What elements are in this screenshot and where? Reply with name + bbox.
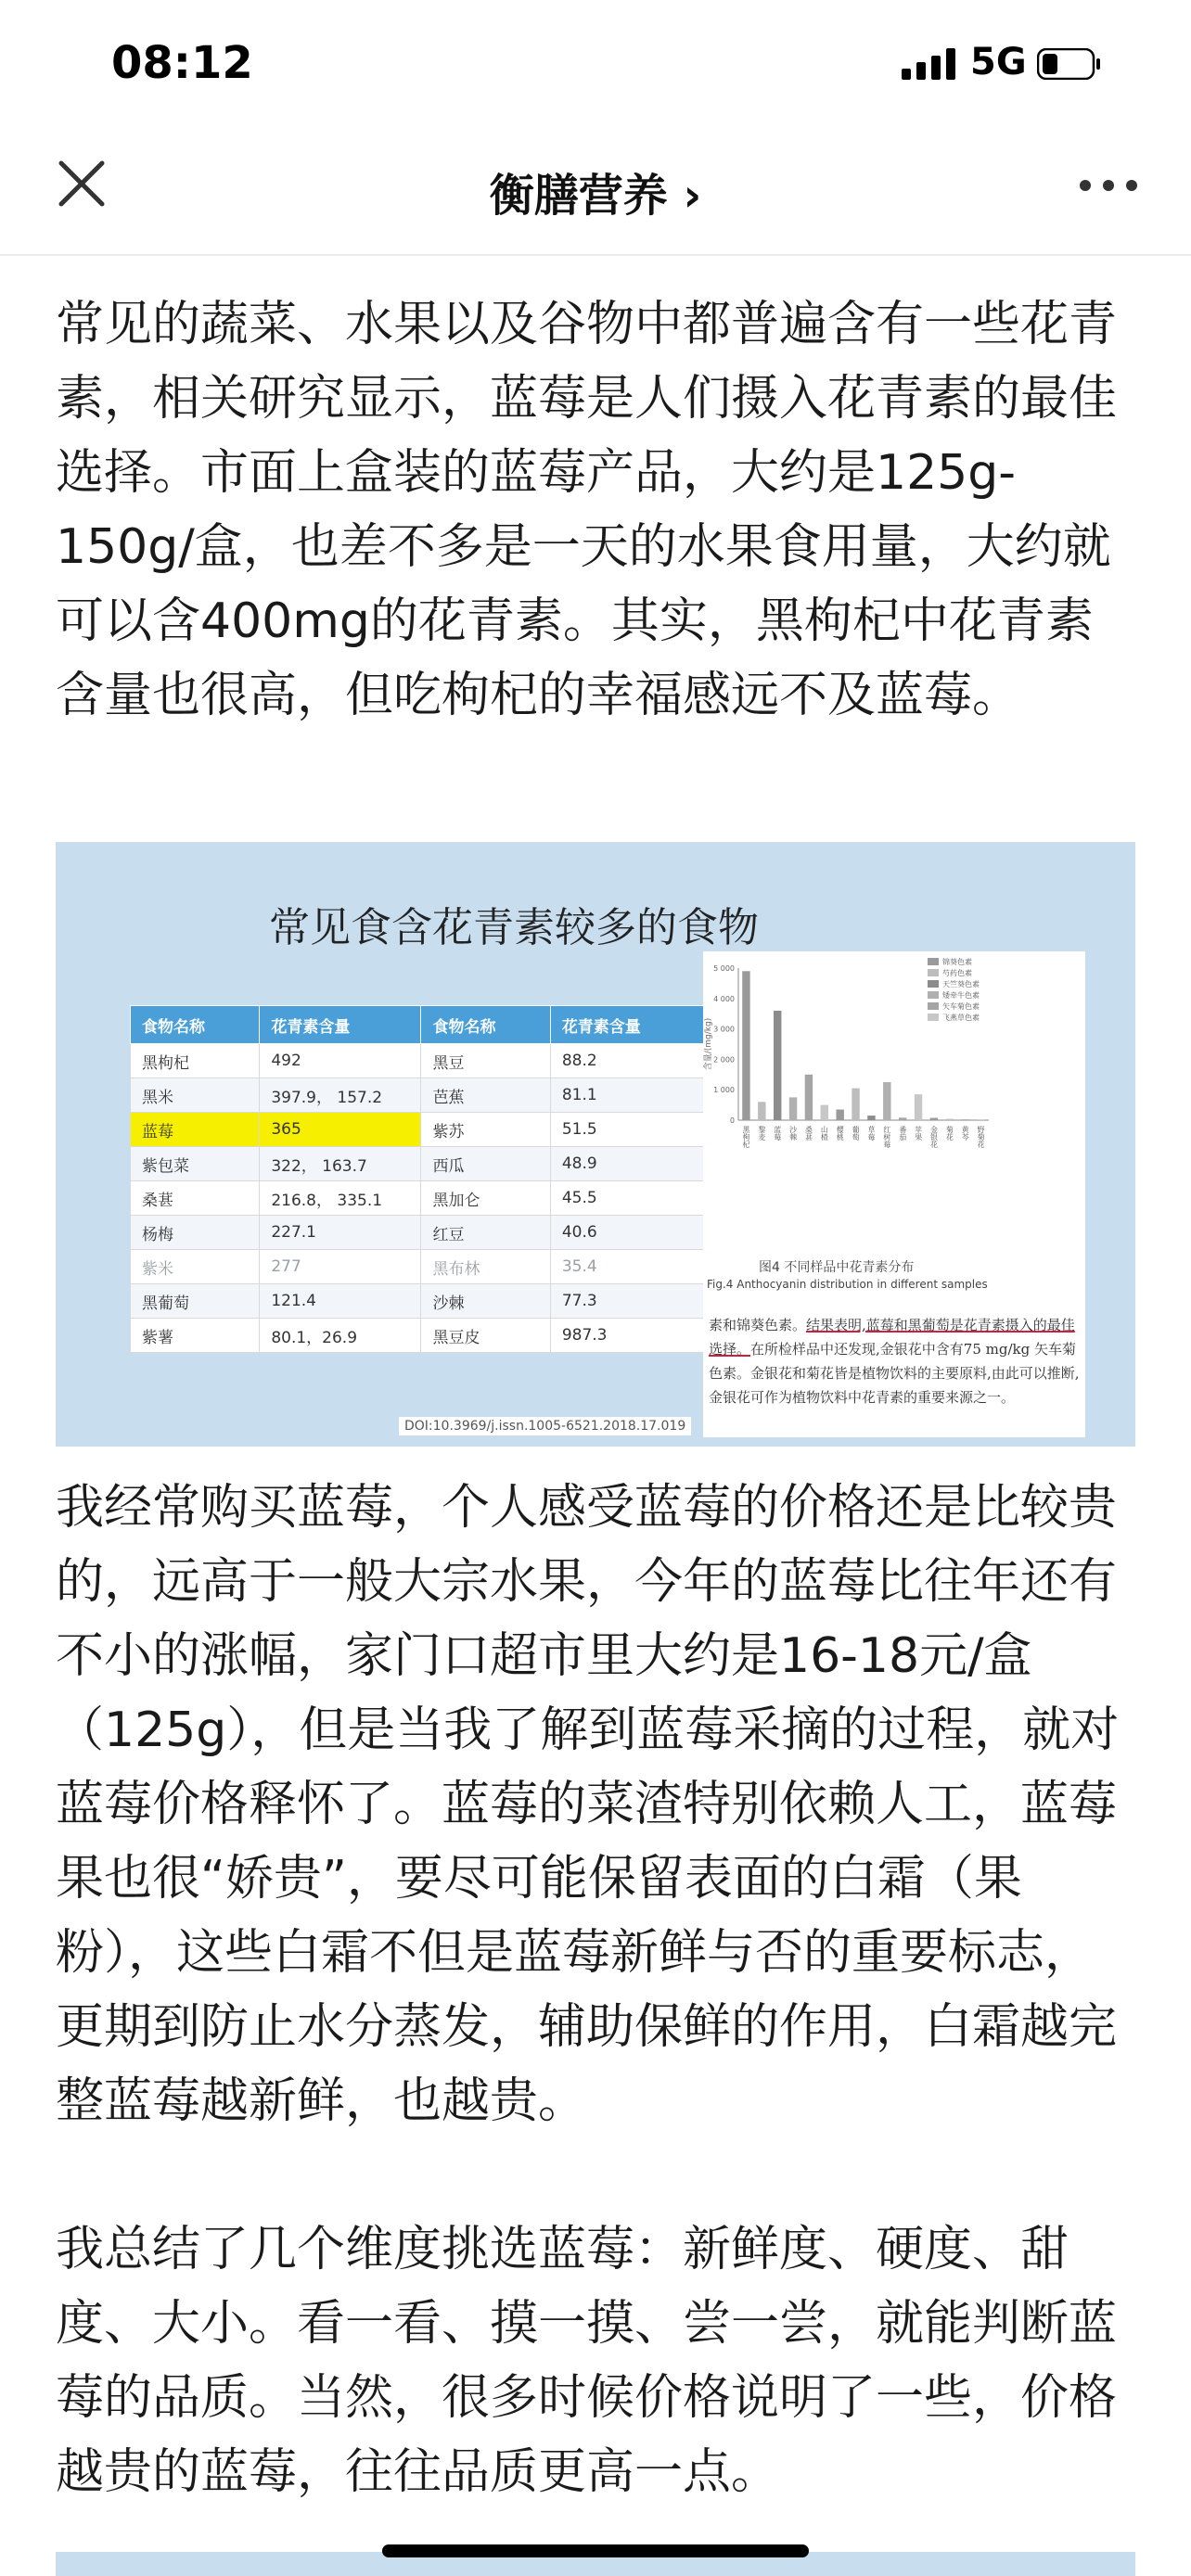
chart-bar xyxy=(899,1117,906,1120)
table-header: 食物名称 xyxy=(131,1006,260,1044)
chart-bar xyxy=(821,1105,828,1120)
chart-bar xyxy=(742,971,749,1120)
chart-bar xyxy=(961,1119,968,1120)
article-paragraph: 我总结了几个维度挑选蓝莓：新鲜度、硬度、甜度、大小。看一看、摸一摸、尝一尝，就能判断蓝莓的品质。当然，很多时候价格说明了一些，价格越贵的蓝莓，往往品质更高一点。 xyxy=(56,2222,1118,2500)
table-cell: 77.3 xyxy=(550,1284,711,1319)
chart-legend-swatch xyxy=(928,991,939,999)
table-cell: 黑米 xyxy=(131,1078,260,1113)
chart-x-tick-label: 山楂 xyxy=(820,1126,829,1141)
chart-x-tick-label: 桑葚 xyxy=(804,1126,813,1141)
chart-bar xyxy=(867,1116,875,1120)
table-row xyxy=(131,1181,712,1216)
chart-x-tick-label: 草莓 xyxy=(866,1126,876,1141)
table-cell: 芭蕉 xyxy=(421,1078,550,1113)
table-header-row xyxy=(131,1006,712,1044)
table-cell: 45.5 xyxy=(550,1181,711,1216)
chart-x-tick-label: 黎麦 xyxy=(757,1126,766,1141)
table-row xyxy=(131,1216,712,1250)
chart-legend-entry: 芍药色素 xyxy=(942,969,972,977)
figure-title: 常见食含花青素较多的食物 xyxy=(269,904,759,951)
table-cell: 397.9， 157.2 xyxy=(260,1078,421,1113)
table-cell: 黑枸杞 xyxy=(131,1044,260,1078)
chart-x-tick-label: 菊花 xyxy=(945,1126,954,1141)
chart-bar xyxy=(774,1011,781,1120)
table-cell: 88.2 xyxy=(550,1044,711,1078)
table-cell: 81.1 xyxy=(550,1078,711,1113)
table-cell: 西瓜 xyxy=(421,1147,550,1181)
table-cell: 35.4 xyxy=(550,1250,711,1284)
table-cell: 黑布林 xyxy=(421,1250,550,1284)
table-cell: 121.4 xyxy=(260,1284,421,1319)
signal-icon xyxy=(902,48,957,80)
chart-bar xyxy=(836,1110,843,1120)
table-row xyxy=(131,1250,712,1284)
chart-legend-entry: 矢车菊色素 xyxy=(942,1002,980,1011)
chart-bar xyxy=(852,1089,859,1120)
chart-legend-entry: 天竺葵色素 xyxy=(942,980,980,988)
chart-x-tick-label: 樱桃 xyxy=(836,1126,845,1141)
chart-legend-swatch xyxy=(928,958,939,965)
table-cell: 492 xyxy=(260,1044,421,1078)
chart-x-tick-label: 蓝莓 xyxy=(773,1126,782,1141)
chart-caption: 图4 不同样品中花青素分布 xyxy=(759,1260,915,1275)
excerpt-text: 素和锦葵色素。 xyxy=(709,1317,807,1333)
article-paragraph: 我经常购买蓝莓，个人感受蓝莓的价格还是比较贵的，远高于一般大宗水果，今年的蓝莓比往年还有不小的涨幅，家门口超市里大约是16-18元/盒（125g），但是当我了解到蓝莓采摘的过程，就对蓝莓价格释怀了。蓝莓的菜渣特别依赖人工，蓝莓果也很“娇贵”，要尽可能保留表面的白霜（果粉），这些白霜不但是蓝莓新鲜与否的重要标志，更期到防止水分蒸发，辅助保鲜的作用，白霜越完整蓝莓越新鲜，也越贵。 xyxy=(56,1480,1120,2129)
table-cell: 黑加仑 xyxy=(421,1181,550,1216)
chart-legend-swatch xyxy=(928,969,939,976)
table-cell: 红豆 xyxy=(421,1216,550,1250)
chart-bar xyxy=(789,1097,797,1120)
chart-y-tick-label: 3 000 xyxy=(713,1025,735,1034)
table-cell: 277 xyxy=(260,1250,421,1284)
table-cell: 紫苏 xyxy=(421,1113,550,1147)
chart-y-tick-label: 2 000 xyxy=(713,1055,735,1065)
chart-x-tick-label: 金银花 xyxy=(929,1126,939,1148)
chart-x-tick-label: 野菊花 xyxy=(977,1126,986,1148)
chart-bar xyxy=(946,1119,954,1120)
table-cell: 322， 163.7 xyxy=(260,1147,421,1181)
chart-y-axis-label: 含量/(mg/kg) xyxy=(704,1017,713,1071)
table-cell: 杨梅 xyxy=(131,1216,260,1250)
table-cell: 227.1 xyxy=(260,1216,421,1250)
table-cell: 紫包菜 xyxy=(131,1147,260,1181)
chart-y-tick-label: 4 000 xyxy=(713,994,735,1003)
article-figure[interactable] xyxy=(56,842,1135,1447)
chart-x-tick-label: 苹果 xyxy=(914,1126,923,1141)
table-header: 花青素含量 xyxy=(260,1006,421,1044)
table-cell: 紫米 xyxy=(131,1250,260,1284)
chart-y-tick-label: 1 000 xyxy=(713,1086,735,1095)
table-cell: 216.8， 335.1 xyxy=(260,1181,421,1216)
chart-bar xyxy=(805,1075,813,1120)
table-row xyxy=(131,1044,712,1078)
article-paragraph: 常见的蔬菜、水果以及谷物中都普遍含有一些花青素，相关研究显示，蓝莓是人们摄入花青素的最佳选择。市面上盒装的蓝莓产品，大约是125g-150g/盒，也差不多是一天的水果食用量，大约就可以含400mg的花青素。其实，黑枸杞中花青素含量也很高，但吃枸杞的幸福感远不及蓝莓。 xyxy=(56,297,1118,723)
status-bar xyxy=(0,0,1191,130)
chart-bar xyxy=(883,1082,890,1120)
table-cell: 48.9 xyxy=(550,1147,711,1181)
chart-x-tick-label: 番茄 xyxy=(898,1126,907,1141)
chart-legend-swatch xyxy=(928,1002,939,1010)
table-cell: 黑葡萄 xyxy=(131,1284,260,1319)
chart-legend-swatch xyxy=(928,1014,939,1021)
doi-label: DOI:10.3969/j.issn.1005-6521.2018.17.019 xyxy=(399,1417,691,1435)
table-cell: 365 xyxy=(260,1113,421,1147)
table-row xyxy=(131,1113,712,1147)
table-cell: 51.5 xyxy=(550,1113,711,1147)
chart-legend-swatch xyxy=(928,980,939,988)
more-options-icon[interactable] xyxy=(1076,176,1141,195)
anthocyanin-table xyxy=(130,1005,712,1353)
table-row xyxy=(131,1319,712,1353)
table-cell: 40.6 xyxy=(550,1216,711,1250)
chart-caption-en: Fig.4 Anthocyanin distribution in different samples xyxy=(707,1278,988,1291)
chart-legend-entry: 飞燕草色素 xyxy=(942,1014,980,1022)
table-cell: 黑豆 xyxy=(421,1044,550,1078)
chart-bar xyxy=(758,1102,765,1120)
paper-excerpt xyxy=(703,1306,1085,1437)
status-time: 08:12 xyxy=(111,37,253,89)
chart-x-tick-label: 黑枸杞 xyxy=(741,1126,750,1148)
chart-legend-entry: 锦葵色素 xyxy=(942,958,972,966)
battery-icon xyxy=(1037,48,1102,80)
table-cell: 80.1，26.9 xyxy=(260,1319,421,1353)
table-cell: 桑葚 xyxy=(131,1181,260,1216)
table-row xyxy=(131,1147,712,1181)
table-row xyxy=(131,1078,712,1113)
chart-bar xyxy=(930,1118,938,1120)
chart-x-tick-label: 红树莓 xyxy=(882,1126,891,1148)
account-title-link[interactable]: 衡膳营养 › xyxy=(489,170,702,222)
chart-x-tick-label: 葡萄 xyxy=(852,1126,861,1141)
table-cell: 黑豆皮 xyxy=(421,1319,550,1353)
chart-x-tick-label: 黄芩 xyxy=(961,1126,970,1141)
chart-x-tick-label: 沙棘 xyxy=(788,1126,798,1141)
table-cell: 沙棘 xyxy=(421,1284,550,1319)
home-indicator[interactable] xyxy=(382,2544,809,2557)
table-cell: 987.3 xyxy=(550,1319,711,1353)
table-cell: 蓝莓 xyxy=(131,1113,260,1147)
network-label: 5G xyxy=(970,41,1027,83)
chart-bar xyxy=(915,1094,922,1120)
nav-bar xyxy=(0,130,1191,256)
excerpt-highlight: 结果表明,蓝莓和黑葡萄是花青素摄入的最佳选择。 xyxy=(709,1317,1075,1358)
chart-legend-entry: 矮牵牛色素 xyxy=(942,991,980,1000)
table-row xyxy=(131,1284,712,1319)
chart-y-tick-label: 0 xyxy=(729,1116,735,1125)
excerpt-text: 在所检样品中还发现,金银花中含有75 mg/kg 矢车菊色素。金银花和菊花皆是植物饮料的主要原料,由此可以推断,金银花可作为植物饮料中花青素的重要来源之一。 xyxy=(709,1341,1080,1406)
table-header: 花青素含量 xyxy=(550,1006,711,1044)
chart-y-tick-label: 5 000 xyxy=(713,964,735,973)
table-cell: 紫薯 xyxy=(131,1319,260,1353)
table-header: 食物名称 xyxy=(421,1006,550,1044)
